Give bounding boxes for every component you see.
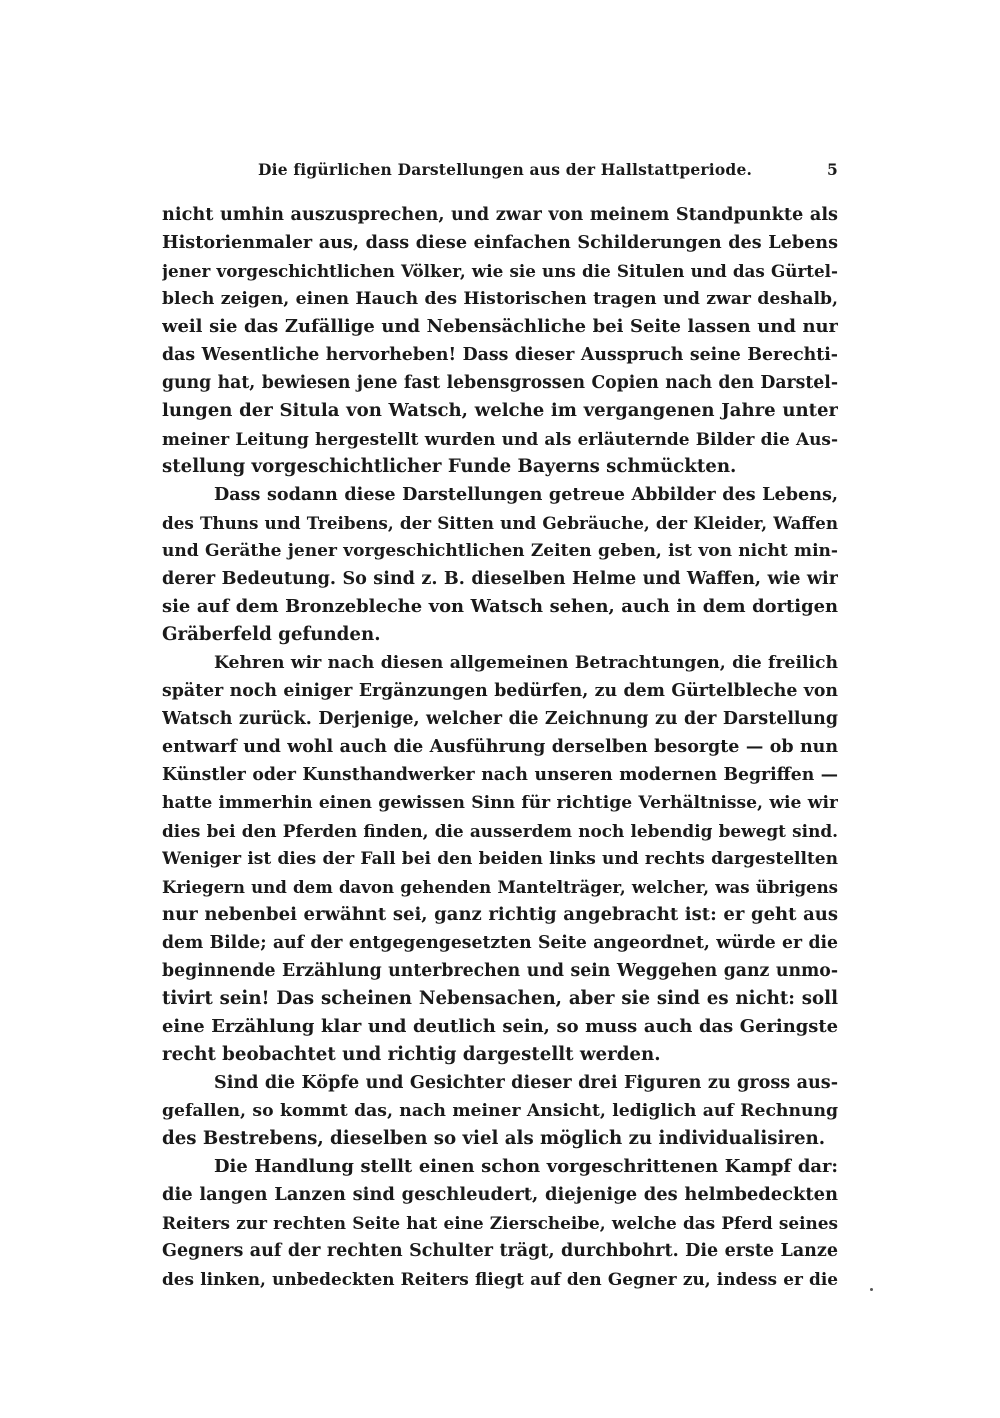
running-head-title: Die figürlichen Darstellungen aus der Hallstattperiode. [258, 160, 753, 179]
paragraph-5 [162, 1153, 838, 1293]
text-line: blech zeigen, einen Hauch des Historischen tragen und zwar deshalb, [162, 289, 838, 309]
text-line: weil sie das Zufällige und Nebensächliche bei Seite lassen und nur [162, 316, 838, 337]
text-line: jener vorgeschichtlichen Völker, wie sie uns die Situlen und das Gürtel- [162, 261, 838, 281]
text-line: dem Bilde; auf der entgegengesetzten Seite angeordnet, würde er die [162, 933, 838, 953]
text-line: entwarf und wohl auch die Ausführung derselben besorgte — ob nun [162, 737, 838, 757]
text-line: lungen der Situla von Watsch, welche im vergangenen Jahre unter [162, 400, 838, 421]
text-line: später noch einiger Ergänzungen bedürfen, zu dem Gürtelbleche von [162, 681, 838, 701]
text-line: nur nebenbei erwähnt sei, ganz richtig angebracht ist: er geht aus [162, 904, 838, 925]
text-line: Kehren wir nach diesen allgemeinen Betrachtungen, die freilich [214, 653, 838, 673]
text-line: stellung vorgeschichtlicher Funde Bayerns schmückten. [162, 456, 737, 477]
text-line: recht beobachtet und richtig dargestellt werden. [162, 1044, 661, 1065]
running-head [258, 160, 838, 184]
text-line: Gräberfeld gefunden. [162, 624, 381, 645]
paragraph-4 [162, 1069, 838, 1153]
text-line: hatte immerhin einen gewissen Sinn für richtige Verhältnisse, wie wir [162, 793, 838, 813]
text-line: die langen Lanzen sind geschleudert, diejenige des helmbedeckten [162, 1184, 838, 1205]
paragraph-1 [162, 201, 838, 481]
text-line: und Geräthe jener vorgeschichtlichen Zeiten geben, ist von nicht min- [162, 541, 838, 561]
text-line: Dass sodann diese Darstellungen getreue Abbilder des Lebens, [214, 484, 838, 505]
text-line: gung hat, bewiesen jene fast lebensgrossen Copien nach den Darstel- [162, 373, 838, 393]
text-line: meiner Leitung hergestellt wurden und als erläuternde Bilder die Aus- [162, 429, 838, 449]
text-line: tivirt sein! Das scheinen Nebensachen, aber sie sind es nicht: soll [162, 988, 838, 1009]
text-line: beginnende Erzählung unterbrechen und sein Weggehen ganz unmo- [162, 961, 838, 981]
text-line: sie auf dem Bronzebleche von Watsch sehen, auch in dem dortigen [162, 596, 838, 617]
text-line: Historienmaler aus, dass diese einfachen Schilderungen des Lebens [162, 232, 838, 253]
text-line: Künstler oder Kunsthandwerker nach unseren modernen Begriffen — [162, 765, 838, 785]
text-line: gefallen, so kommt das, nach meiner Ansicht, lediglich auf Rechnung [162, 1101, 838, 1121]
text-line: dies bei den Pferden finden, die ausserdem noch lebendig bewegt sind. [162, 821, 838, 841]
text-line: das Wesentliche hervorheben! Dass dieser Ausspruch seine Berechti- [162, 345, 838, 365]
paragraph-2 [162, 481, 838, 649]
text-line: des linken, unbedeckten Reiters fliegt auf den Gegner zu, indess er die [162, 1269, 838, 1289]
text-line: des Bestrebens, dieselben so viel als möglich zu individualisiren. [162, 1128, 826, 1149]
text-line: derer Bedeutung. So sind z. B. dieselben Helme und Waffen, wie wir [162, 568, 838, 589]
text-line: Watsch zurück. Derjenige, welcher die Zeichnung zu der Darstellung [162, 709, 838, 729]
text-line: des Thuns und Treibens, der Sitten und Gebräuche, der Kleider, Waffen [162, 513, 838, 533]
text-line: eine Erzählung klar und deutlich sein, so muss auch das Geringste [162, 1016, 838, 1037]
text-line: Reiters zur rechten Seite hat eine Zierscheibe, welche das Pferd seines [162, 1213, 838, 1233]
scan-speck [870, 1288, 873, 1291]
paragraph-3 [162, 649, 838, 1069]
text-line: Sind die Köpfe und Gesichter dieser drei Figuren zu gross aus- [214, 1072, 838, 1093]
text-line: Gegners auf der rechten Schulter trägt, durchbohrt. Die erste Lanze [162, 1241, 838, 1261]
text-line: Kriegern und dem davon gehenden Mantelträger, welcher, was übrigens [162, 877, 838, 897]
text-line: nicht umhin auszusprechen, und zwar von meinem Standpunkte als [162, 204, 838, 225]
page-number: 5 [827, 160, 838, 179]
text-line: Weniger ist dies der Fall bei den beiden links und rechts dargestellten [162, 849, 838, 869]
body-text [162, 201, 838, 1293]
text-line: Die Handlung stellt einen schon vorgeschrittenen Kampf dar: [214, 1156, 838, 1177]
